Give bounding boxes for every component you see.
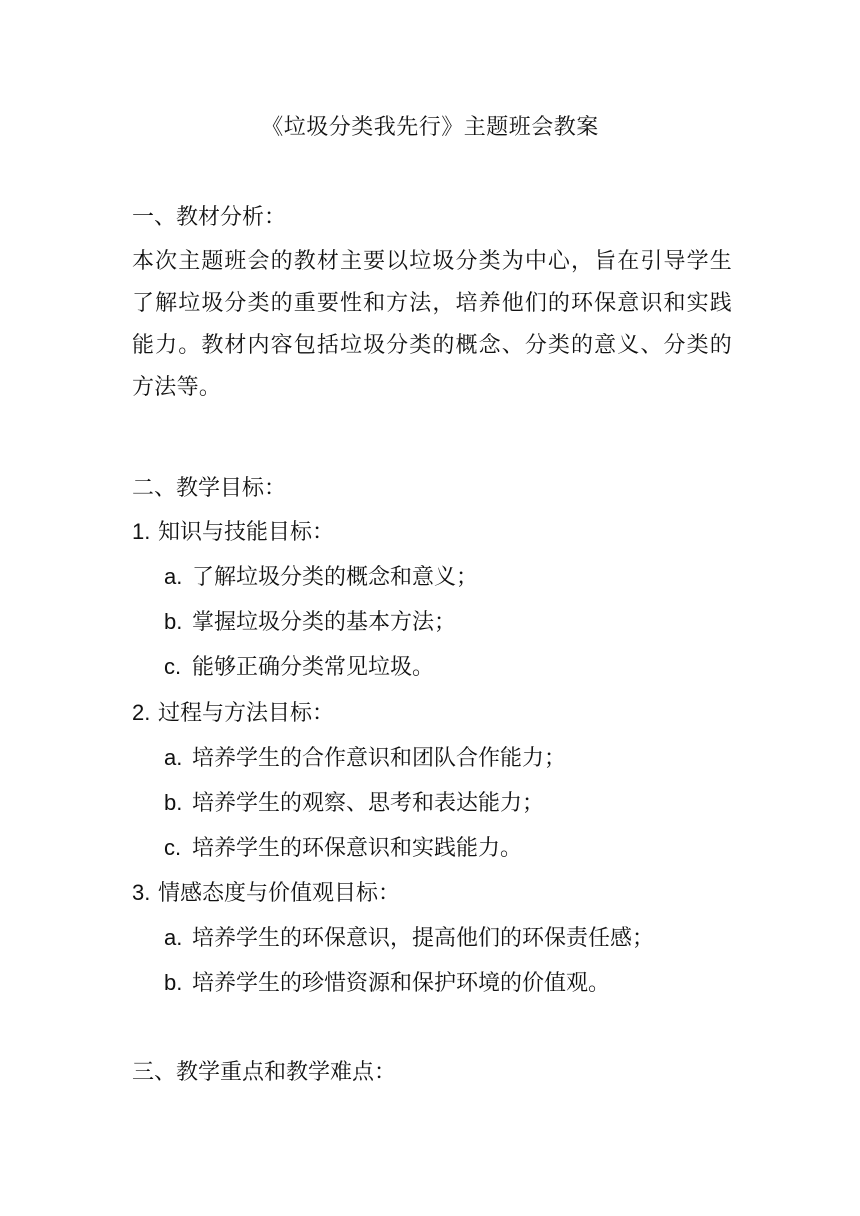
item-text: 培养学生的珍惜资源和保护环境的价值观。 [192, 971, 611, 996]
goal-label: 情感态度与价值观目标： [158, 881, 401, 906]
goal-1-item-b [164, 606, 456, 639]
goal-3-item-b [164, 967, 610, 1000]
section-heading-3: 三、教学重点和教学难点： [132, 1060, 397, 1085]
item-letter: b. [164, 970, 183, 995]
item-letter: c. [164, 835, 182, 860]
item-text: 培养学生的环保意识，提高他们的环保责任感； [192, 926, 655, 951]
goal-number: 2. [132, 700, 151, 725]
goal-2-item-c [164, 832, 522, 865]
document-title: 《垃圾分类我先行》主题班会教案 [261, 115, 599, 140]
item-text: 培养学生的环保意识和实践能力。 [192, 836, 523, 861]
goal-2-item-b [164, 787, 544, 820]
item-text: 了解垃圾分类的概念和意义； [192, 565, 479, 590]
goal-2-item-a [164, 742, 566, 775]
goal-number: 1. [132, 519, 151, 544]
item-letter: a. [164, 564, 183, 589]
item-letter: a. [164, 745, 183, 770]
goal-3-item-a [164, 922, 654, 955]
section-1-paragraph: 本次主题班会的教材主要以垃圾分类为中心，旨在引导学生了解垃圾分类的重要性和方法，培养他们的环保意识和实践能力。教材内容包括垃圾分类的概念、分类的意义、分类的方法等。 [132, 249, 732, 400]
goal-number: 3. [132, 880, 151, 905]
item-text: 培养学生的合作意识和团队合作能力； [192, 746, 567, 771]
item-text: 能够正确分类常见垃圾。 [192, 655, 435, 680]
goal-2 [132, 697, 334, 730]
goal-label: 过程与方法目标： [158, 701, 335, 726]
goal-1 [132, 516, 334, 549]
goal-1-item-c [164, 651, 434, 684]
item-text: 培养学生的观察、思考和表达能力； [192, 791, 545, 816]
section-heading-1: 一、教材分析： [132, 205, 287, 230]
item-letter: a. [164, 925, 183, 950]
section-heading-2: 二、教学目标： [132, 476, 287, 501]
goal-label: 知识与技能目标： [158, 520, 335, 545]
goal-3 [132, 877, 400, 910]
item-text: 掌握垃圾分类的基本方法； [192, 610, 457, 635]
item-letter: c. [164, 654, 182, 679]
item-letter: b. [164, 790, 183, 815]
goal-1-item-a [164, 561, 478, 594]
item-letter: b. [164, 609, 183, 634]
